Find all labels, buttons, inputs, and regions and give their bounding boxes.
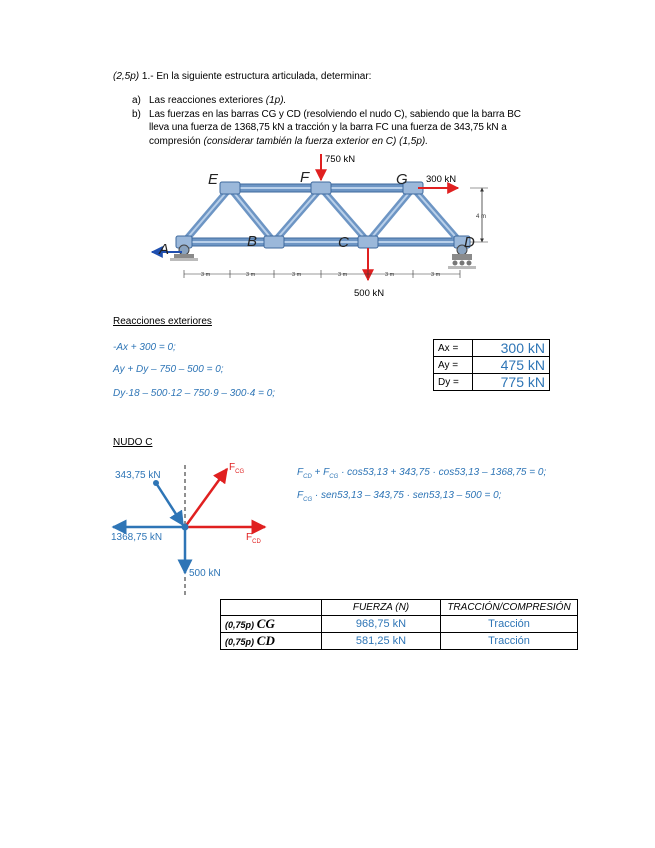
force-subscript: CD [252, 539, 261, 545]
result-points: (0,75p) [225, 637, 255, 647]
load-label-750: 750 kN [325, 154, 356, 165]
eq-part: + F [311, 467, 330, 478]
node-c-eq-1 [297, 467, 546, 480]
result-type: Tracción [441, 633, 578, 650]
item-b-line1: Las fuerzas en las barras CG y CD (resolviendo el nudo C), sabiendo que la barra BC [149, 109, 521, 120]
problem-points: (2,5p) [113, 71, 140, 82]
node-c-eq-2 [297, 490, 501, 503]
eq-subscript: CG [329, 474, 339, 480]
item-b-marker: b) [132, 109, 141, 120]
item-a-marker: a) [132, 95, 141, 106]
span-label: 3 m [246, 272, 256, 278]
load-label-500: 500 kN [354, 288, 385, 299]
span-label: 3 m [292, 272, 302, 278]
reaction-label: Ay = [434, 357, 473, 374]
result-bar: CG [256, 616, 275, 631]
force-subscript: CG [235, 469, 245, 475]
force-arrow-fc [156, 483, 183, 525]
span-label: 3 m [201, 272, 211, 278]
reaction-label: Ax = [434, 340, 473, 357]
node-c-point [182, 524, 189, 531]
results-table [220, 599, 578, 650]
eq-subscript: CG [303, 497, 313, 503]
reactions-heading: Reacciones exteriores [113, 316, 212, 327]
table-row [434, 374, 550, 391]
truss-diagram [140, 150, 510, 305]
node-label-b: B [247, 233, 258, 250]
result-type: Tracción [441, 616, 578, 633]
force-label-fc: 343,75 kN [115, 470, 161, 481]
force-label-cg [229, 462, 244, 475]
result-bar-cell [221, 633, 322, 650]
problem-statement: 1.- En la siguiente estructura articulada, determinar: [139, 71, 372, 82]
node-label-d: D [464, 234, 475, 251]
item-a-text: Las reacciones exteriores [149, 95, 263, 106]
item-b-line2: lleva una fuerza de 1368,75 kN a tracción y la barra FC una fuerza de 343,75 kN a [149, 122, 507, 133]
force-symbol: F [246, 532, 253, 543]
span-label: 3 m [431, 272, 441, 278]
truss-diagonals [184, 188, 460, 242]
table-header-row [221, 600, 578, 616]
reaction-eq-2: Ay + Dy – 750 – 500 = 0; [113, 364, 224, 375]
result-bar: CD [256, 633, 275, 648]
force-arrow-cg [185, 469, 227, 527]
eq-part: · sen53,13 – 343,75 · sen53,13 – 500 = 0; [312, 490, 502, 501]
result-bar-cell [221, 616, 322, 633]
eq-part: · cos53,13 + 343,75 · cos53,13 – 1368,75 = 0; [338, 467, 547, 478]
height-label: 4 m [476, 214, 487, 220]
reaction-value: 475 kN [473, 357, 550, 374]
reaction-label: Dy = [434, 374, 473, 391]
node-label-g: G [396, 171, 408, 188]
table-row [221, 633, 578, 650]
result-force: 581,25 kN [322, 633, 441, 650]
table-row [434, 357, 550, 374]
table-row [434, 340, 550, 357]
problem-title [113, 71, 371, 82]
span-label: 3 m [385, 272, 395, 278]
eq-part: F [297, 467, 304, 478]
table-row [221, 616, 578, 633]
load-label-300: 300 kN [426, 174, 457, 185]
span-label: 3 m [338, 272, 348, 278]
node-label-c: C [338, 234, 349, 251]
reaction-eq-1: -Ax + 300 = 0; [113, 342, 176, 353]
item-b-line3a: compresión [149, 136, 201, 147]
reaction-value: 300 kN [473, 340, 550, 357]
force-label-ext: 500 kN [189, 568, 221, 579]
result-points: (0,75p) [225, 620, 255, 630]
node-label-f: F [300, 169, 310, 186]
reaction-value: 775 kN [473, 374, 550, 391]
header-empty [221, 600, 322, 616]
reaction-eq-3: Dy·18 – 500·12 – 750·9 – 300·4 = 0; [113, 388, 276, 399]
item-a [149, 95, 286, 106]
force-label-bc: 1368,75 kN [111, 532, 163, 543]
force-label-cd [246, 532, 261, 545]
node-label-a: A [159, 241, 170, 258]
force-symbol: F [229, 462, 236, 473]
result-force: 968,75 kN [322, 616, 441, 633]
item-b-line3 [149, 136, 428, 147]
node-label-e: E [208, 171, 219, 188]
item-a-points: (1p). [265, 95, 287, 106]
header-type: TRACCIÓN/COMPRESIÓN [441, 600, 578, 616]
reactions-table [433, 339, 550, 391]
eq-subscript: CD [303, 474, 312, 480]
eq-part: F [297, 490, 304, 501]
header-force: FUERZA (N) [322, 600, 441, 616]
node-c-heading: NUDO C [113, 437, 153, 448]
item-b-line3b: (considerar también la fuerza exterior en C) (1,5p). [203, 136, 429, 147]
